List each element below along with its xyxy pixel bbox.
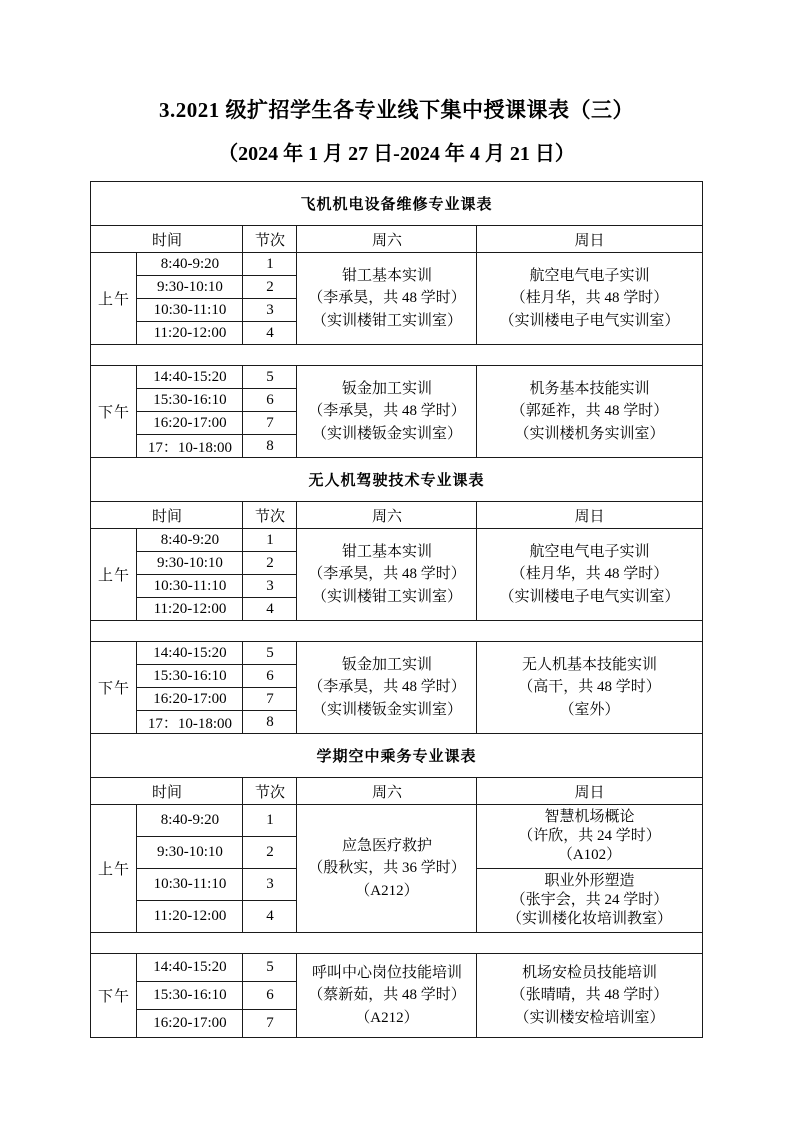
spacer-row <box>91 933 702 954</box>
table-row <box>91 529 702 552</box>
spacer-cell <box>91 621 702 642</box>
period-cell: 5 <box>243 642 297 665</box>
page-title: 3.2021 级扩招学生各专业线下集中授课课表（三） <box>159 98 634 122</box>
table-row <box>91 805 702 837</box>
course-cell-sunday <box>477 366 702 458</box>
spacer-cell <box>91 933 702 954</box>
period-cell: 1 <box>243 253 297 276</box>
course-line: （实训楼化妆培训教室） <box>506 911 672 928</box>
time-cell: 11:20-12:00 <box>137 322 243 345</box>
course-line: （A212） <box>355 882 419 899</box>
time-cell: 15:30-16:10 <box>137 665 243 688</box>
section-title-row <box>91 182 702 226</box>
course-line: （实训楼电子电气实训室） <box>499 312 680 329</box>
course-cell-saturday <box>297 642 477 734</box>
course-cell-sunday <box>477 529 702 621</box>
course-line: （张晴晴，共 48 学时） <box>510 987 669 1004</box>
time-cell: 16:20-17:00 <box>137 1010 243 1038</box>
course-cell-sunday <box>477 253 702 345</box>
course-line: 机务基本技能实训 <box>529 380 650 397</box>
time-cell: 9:30-10:10 <box>137 276 243 299</box>
course-line: 呼叫中心岗位技能培训 <box>311 964 462 981</box>
period-cell: 6 <box>243 982 297 1010</box>
table-row <box>91 253 702 276</box>
col-header-period: 节次 <box>243 226 297 253</box>
afternoon-label: 下午 <box>91 366 137 458</box>
time-cell: 8:40-9:20 <box>137 529 243 552</box>
period-cell: 1 <box>243 529 297 552</box>
course-line: （实训楼钳工实训室） <box>311 312 462 329</box>
course-line: （实训楼电子电气实训室） <box>499 588 680 605</box>
table-row <box>91 642 702 665</box>
morning-label: 上午 <box>91 253 137 345</box>
course-line: （室外） <box>559 701 620 718</box>
course-line: （李承昊，共 48 学时） <box>308 566 466 583</box>
course-cell-sunday-early <box>477 805 702 869</box>
time-cell: 16:20-17:00 <box>137 688 243 711</box>
section-title-row <box>91 734 702 778</box>
course-line: （张宇会，共 24 学时） <box>510 891 669 908</box>
course-line: 钣金加工实训 <box>341 656 432 673</box>
course-line: （郭延祚，共 48 学时） <box>510 403 669 420</box>
period-cell: 3 <box>243 575 297 598</box>
course-line: （实训楼机务实训室） <box>514 425 665 442</box>
header-row <box>91 226 702 253</box>
time-cell: 17：10-18:00 <box>137 435 243 458</box>
course-cell-saturday <box>297 529 477 621</box>
course-line: （高干，共 48 学时） <box>518 679 661 696</box>
time-cell: 17：10-18:00 <box>137 711 243 734</box>
col-header-saturday: 周六 <box>297 502 477 529</box>
period-cell: 1 <box>243 805 297 837</box>
time-cell: 14:40-15:20 <box>137 366 243 389</box>
course-line: （桂月华，共 48 学时） <box>510 566 669 583</box>
col-header-sunday: 周日 <box>477 778 702 805</box>
spacer-cell <box>91 345 702 366</box>
header-row <box>91 778 702 805</box>
time-cell: 9:30-10:10 <box>137 837 243 869</box>
course-line: 智慧机场概论 <box>544 808 635 825</box>
course-line: 钳工基本实训 <box>341 543 432 560</box>
period-cell: 4 <box>243 322 297 345</box>
course-line: （李承昊，共 48 学时） <box>308 679 466 696</box>
col-header-saturday: 周六 <box>297 226 477 253</box>
morning-label: 上午 <box>91 805 137 933</box>
time-cell: 9:30-10:10 <box>137 552 243 575</box>
course-line: 钣金加工实训 <box>341 380 432 397</box>
course-cell-sunday-late <box>477 869 702 933</box>
course-line: （A102） <box>557 847 622 864</box>
time-cell: 10:30-11:10 <box>137 299 243 322</box>
period-cell: 2 <box>243 837 297 869</box>
course-line: 机场安检员技能培训 <box>521 964 657 981</box>
course-line: （李承昊，共 48 学时） <box>308 403 466 420</box>
period-cell: 2 <box>243 276 297 299</box>
table-title-aircraft-maintenance: 飞机机电设备维修专业课表 <box>91 182 702 226</box>
time-cell: 14:40-15:20 <box>137 954 243 982</box>
col-header-period: 节次 <box>243 778 297 805</box>
course-line: 职业外形塑造 <box>544 872 635 889</box>
course-line: （实训楼安检培训室） <box>514 1009 665 1026</box>
afternoon-label: 下午 <box>91 954 137 1038</box>
page-subtitle: （2024 年 1 月 27 日-2024 年 4 月 21 日） <box>218 143 575 165</box>
period-cell: 8 <box>243 435 297 458</box>
period-cell: 6 <box>243 665 297 688</box>
course-line: 钳工基本实训 <box>341 267 432 284</box>
col-header-saturday: 周六 <box>297 778 477 805</box>
time-cell: 8:40-9:20 <box>137 805 243 837</box>
table-row <box>91 954 702 982</box>
course-line: （桂月华，共 48 学时） <box>510 290 669 307</box>
course-cell-sunday <box>477 642 702 734</box>
time-cell: 10:30-11:10 <box>137 869 243 901</box>
period-cell: 7 <box>243 688 297 711</box>
table-title-uav-driving: 无人机驾驶技术专业课表 <box>91 458 702 502</box>
period-cell: 6 <box>243 389 297 412</box>
period-cell: 5 <box>243 954 297 982</box>
time-cell: 16:20-17:00 <box>137 412 243 435</box>
course-line: （殷秋实，共 36 学时） <box>308 860 466 877</box>
col-header-sunday: 周日 <box>477 502 702 529</box>
period-cell: 7 <box>243 412 297 435</box>
morning-label: 上午 <box>91 529 137 621</box>
time-cell: 11:20-12:00 <box>137 598 243 621</box>
course-line: 无人机基本技能实训 <box>521 656 657 673</box>
period-cell: 2 <box>243 552 297 575</box>
table-row <box>91 366 702 389</box>
course-line: 航空电气电子实训 <box>529 543 650 560</box>
course-line: （实训楼钳工实训室） <box>311 588 462 605</box>
period-cell: 8 <box>243 711 297 734</box>
course-cell-sunday <box>477 954 702 1038</box>
course-line: （李承昊，共 48 学时） <box>308 290 466 307</box>
period-cell: 4 <box>243 598 297 621</box>
time-cell: 14:40-15:20 <box>137 642 243 665</box>
col-header-time: 时间 <box>91 502 243 529</box>
time-cell: 11:20-12:00 <box>137 901 243 933</box>
time-cell: 15:30-16:10 <box>137 982 243 1010</box>
col-header-sunday: 周日 <box>477 226 702 253</box>
period-cell: 3 <box>243 869 297 901</box>
spacer-row <box>91 621 702 642</box>
course-line: （A212） <box>355 1009 419 1026</box>
course-line: 航空电气电子实训 <box>529 267 650 284</box>
header-row <box>91 502 702 529</box>
table-title-cabin-crew: 学期空中乘务专业课表 <box>91 734 702 778</box>
period-cell: 7 <box>243 1010 297 1038</box>
period-cell: 3 <box>243 299 297 322</box>
period-cell: 5 <box>243 366 297 389</box>
course-line: 应急医疗救护 <box>341 837 432 854</box>
time-cell: 15:30-16:10 <box>137 389 243 412</box>
course-cell-saturday <box>297 805 477 933</box>
time-cell: 10:30-11:10 <box>137 575 243 598</box>
col-header-period: 节次 <box>243 502 297 529</box>
course-cell-saturday <box>297 253 477 345</box>
period-cell: 4 <box>243 901 297 933</box>
afternoon-label: 下午 <box>91 642 137 734</box>
col-header-time: 时间 <box>91 778 243 805</box>
course-line: （实训楼钣金实训室） <box>311 425 462 442</box>
time-cell: 8:40-9:20 <box>137 253 243 276</box>
col-header-time: 时间 <box>91 226 243 253</box>
spacer-row <box>91 345 702 366</box>
course-line: （蔡新茹，共 48 学时） <box>308 987 466 1004</box>
course-line: （实训楼钣金实训室） <box>311 701 462 718</box>
course-cell-saturday <box>297 954 477 1038</box>
section-title-row <box>91 458 702 502</box>
course-cell-saturday <box>297 366 477 458</box>
schedule-table <box>90 181 702 1038</box>
course-line: （许欣，共 24 学时） <box>518 827 661 844</box>
